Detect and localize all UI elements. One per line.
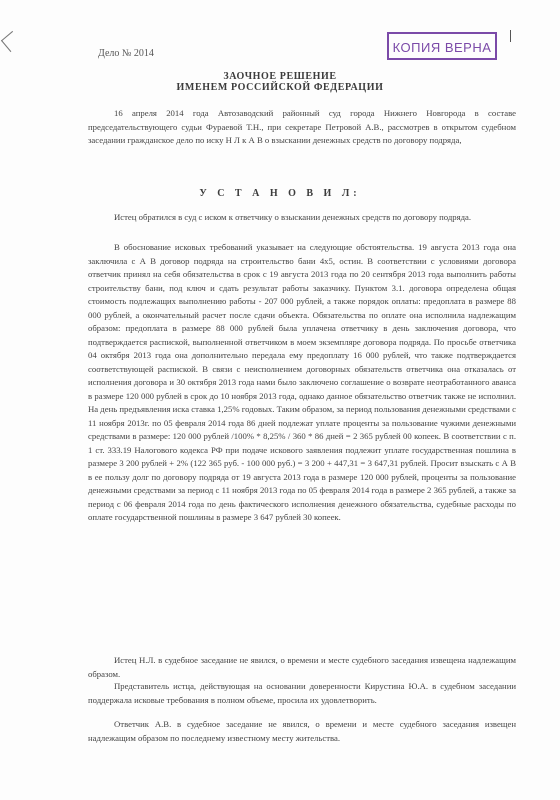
defendant-absent-text: Ответчик А.В. в судебное заседание не явился, о времени и месте судебного заседания извещен надлежащим образом по последнему известному месту жительства.	[88, 719, 516, 743]
margin-tick	[510, 30, 511, 42]
document-subtitle: ИМЕНЕМ РОССИЙСКОЙ ФЕДЕРАЦИИ	[176, 82, 384, 93]
corner-mark	[1, 31, 22, 52]
intro-paragraph	[88, 107, 516, 148]
grounds-paragraph	[88, 241, 516, 525]
representative-text: Представитель истца, действующая на основании доверенности Кирустина Ю.А. в судебном заседании поддержала исковые требования в полном объеме, просила их удовлетворить.	[88, 681, 516, 705]
document-title: ЗАОЧНОЕ РЕШЕНИЕ	[223, 71, 337, 82]
claim-paragraph	[88, 211, 516, 225]
defendant-absent-paragraph	[88, 718, 516, 745]
plaintiff-absent-paragraph	[88, 654, 516, 681]
copy-certified-stamp: КОПИЯ ВЕРНА	[387, 32, 497, 60]
claim-text: Истец обратился в суд с иском к ответчику о взыскании денежных средств по договору подряда.	[114, 212, 472, 222]
plaintiff-absent-text: Истец Н.Л. в судебное заседание не явился, о времени и месте судебного заседания извещена надлежащим образом.	[88, 655, 516, 679]
section-heading: У С Т А Н О В И Л:	[199, 188, 361, 199]
case-number: Дело № 2014	[98, 48, 154, 59]
representative-paragraph	[88, 680, 516, 707]
grounds-text: В обоснование исковых требований указывает на следующие обстоятельства. 19 августа 2013 года она заключила с А В договор подряда на строительство бани 4х5, остин. В соответствии с условиями договора ответчик принял на себя обязательства в срок с 19 августа 2013 года по 20 сентября 2013 года выполнить работы строительству бани, под ключ и сдать результат работы заказчику. Пунктом 3.1. договора определена общая стоимость подлежащих выполнению работы - 207 000 рублей, а также порядок оплаты: предоплата в размере 88 000 рублей, а окончательный расчет после сдачи объекта. Обязательства по оплате она исполнила надлежащим образом: предоплата в размере 88 000 рублей была уплачена ответчику в день заключения договора, что подтверждается распиской, выполненной ответчиком в моем экземпляре договора подряда. По просьбе ответчика 04 октября 2013 года она дополнительно передала ему предоплату 16 000 рублей, что также подтверждается соответствующей распиской. В связи с неисполнением договорных обязательств ответчика она отказалась от исполнения договора и 30 октября 2013 года нами было заключено соглашение о возврате неотработанного аванса в размере 120 000 рублей в срок до 10 ноября 2013 года, однако данное обязательство ответчик также не исполнил. На день предъявления иска ставка 1,25% годовых. Таким образом, за период пользования денежными средствами с 11 ноября 2013г. по 05 февраля 2014 года 86 дней подлежат уплате проценты за пользование чужими денежными средствами в размере: 120 000 рублей /100% * 8,25% / 360 * 86 дней = 2 365 рублей 00 копеек. В соответствии с п. 1 ст. 333.19 Налогового кодекса РФ при подаче искового заявления подлежит уплате государственная пошлина в размере 3 200 рублей + 2% (122 365 руб. - 100 000 руб.) = 3 200 + 447,31 = 3 647,31 рублей. Просит взыскать с А В в ее пользу долг по договору подряда от 19 августа 2013 года в размере 120 000 рублей, проценты за пользование денежными средствами за период с 11 ноября 2013 года по 05 февраля 2014 года в размере 2 365 рублей, а также за период с 06 февраля 2014 года по день фактического исполнения денежного обязательства, судебные расходы по оплате государственной пошлины в размере 3 647 рублей 30 копеек.	[88, 242, 516, 522]
intro-text: 16 апреля 2014 года Автозаводский районный суд города Нижнего Новгорода в составе председательствующего судьи Фураевой Т.Н., при секретаре Петровой А.В., рассмотрев в открытом судебном заседании гражданское дело по иску Н Л к А В о взыскании денежных средств по договору подряда,	[88, 108, 516, 145]
